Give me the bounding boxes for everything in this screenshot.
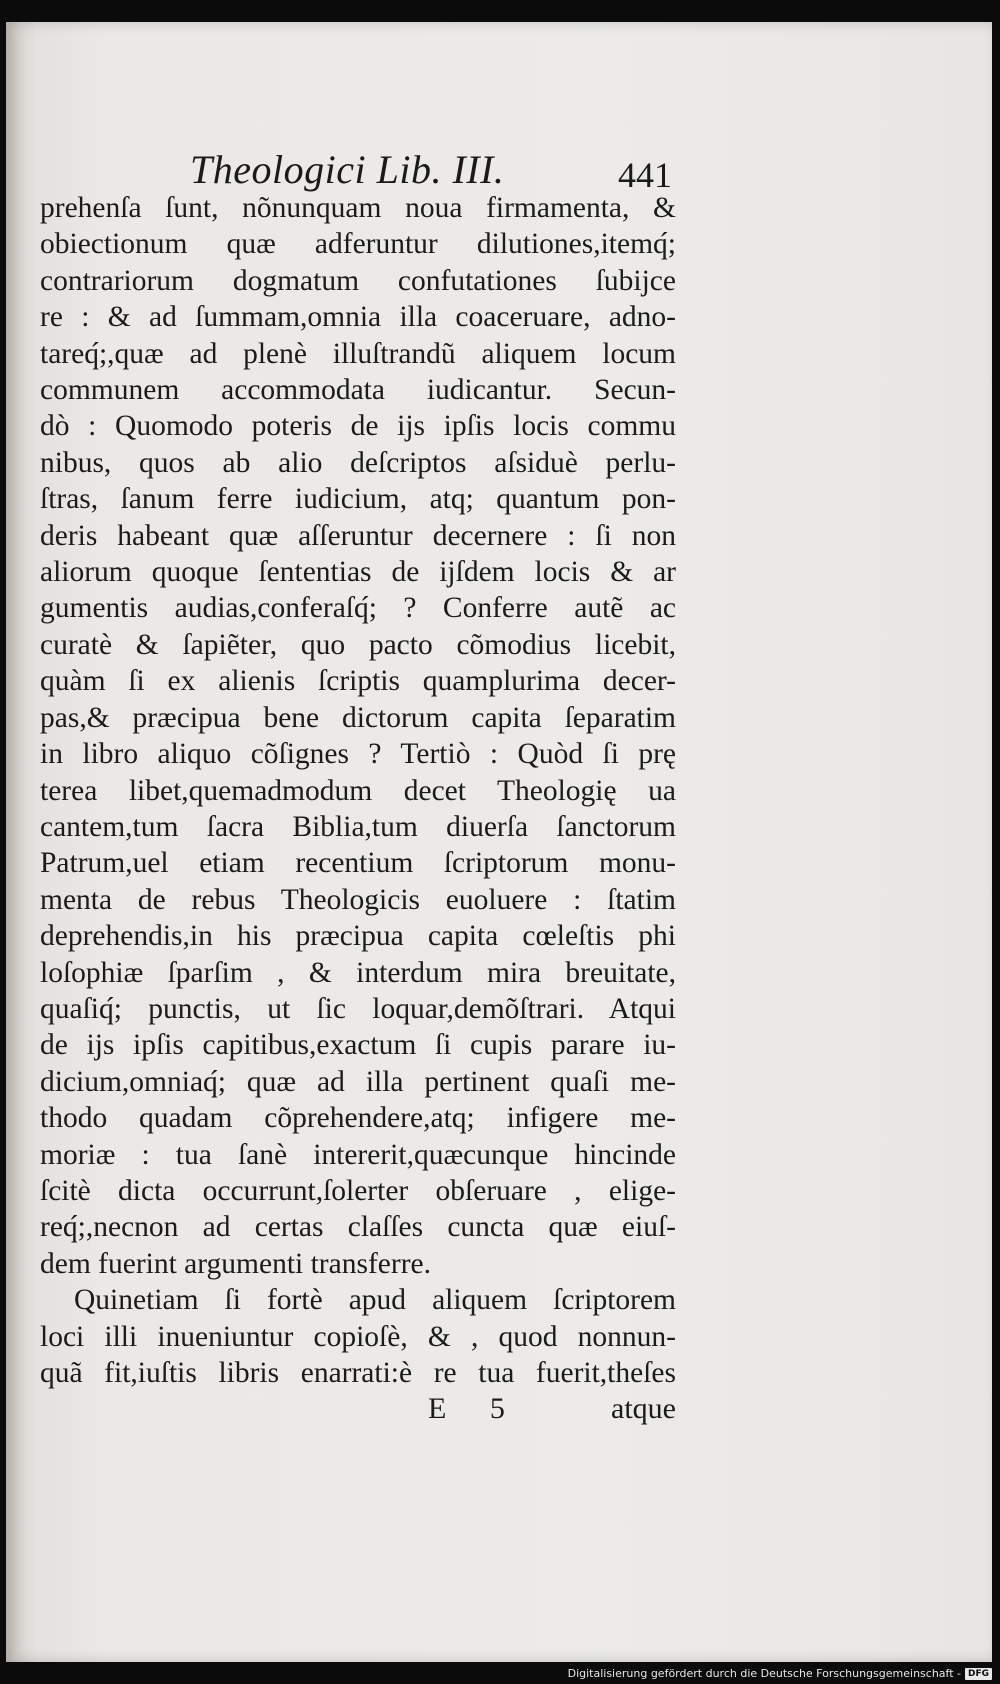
text-line: dò : Quomodo poteris de ijs ipſis locis commu	[40, 410, 676, 443]
text-line: Quinetiam ſi fortè apud aliquem ſcriptorem	[74, 1284, 676, 1317]
footer-credit: Digitalisierung gefördert durch die Deutsche Forschungsgemeinschaft -	[567, 1667, 961, 1680]
text-line: deris habeant quæ aſſeruntur decernere : ſi non	[40, 519, 676, 552]
text-line: dicium,omniaq́; quæ ad illa pertinent quaſi me-	[40, 1065, 676, 1098]
dfg-logo: DFG	[965, 1668, 992, 1680]
text-line: pas,& præcipua bene dictorum capita ſeparatim	[40, 701, 676, 734]
text-line: obiectionum quæ adferuntur dilutiones,itemq́;	[40, 228, 676, 261]
body-text	[40, 190, 676, 1391]
text-line: re : & ad ſummam,omnia illa coaceruare, adno-	[40, 301, 676, 334]
digitization-footer	[568, 1667, 992, 1680]
text-line: contrariorum dogmatum confutationes ſubijce	[40, 264, 676, 297]
text-line: req́;,necnon ad certas claſſes cuncta quæ eiuſ-	[40, 1211, 676, 1244]
text-line: quàm ſi ex alienis ſcriptis quamplurima decer-	[40, 665, 676, 698]
text-line: nibus, quos ab alio deſcriptos aſsiduè perlu-	[40, 446, 676, 479]
running-head-title: Theologici Lib. III.	[190, 147, 505, 192]
text-line: quaſiq́; punctis, ut ſic loquar,demõſtrari. Atqui	[40, 992, 676, 1025]
text-line: in libro aliquo cõſignes ? Tertiò : Quòd ſi prę	[40, 738, 676, 771]
text-line: aliorum quoque ſententias de ijſdem locis & ar	[40, 556, 676, 589]
text-line: de ijs ipſis capitibus,exactum ſi cupis parare iu-	[40, 1029, 676, 1062]
text-line: moriæ : tua ſanè intererit,quæcunque hincinde	[40, 1138, 676, 1171]
text-line: ſtras, ſanum ferre iudicium, atq; quantum pon-	[40, 483, 676, 516]
text-line: prehenſa ſunt, nõnunquam noua firmamenta, &	[40, 192, 676, 224]
text-line: Patrum,uel etiam recentium ſcriptorum monu-	[40, 847, 676, 880]
signature-line	[40, 1392, 676, 1432]
text-line: thodo quadam cõprehendere,atq; infigere me-	[40, 1102, 676, 1135]
text-line: menta de rebus Theologicis euoluere : ſtatim	[40, 883, 676, 916]
page-number: 441	[618, 155, 672, 195]
text-line: loſophiæ ſparſim , & interdum mira breuitate,	[40, 956, 676, 989]
signature-mark: E 5	[428, 1392, 523, 1425]
text-line: quã fit,iuſtis libris enarrati:è re tua fuerit,theſes	[40, 1357, 676, 1389]
text-line: loci illi inueniuntur copioſè, & , quod nonnun-	[40, 1320, 676, 1353]
text-line: dem fuerint argumenti transferre.	[40, 1247, 431, 1280]
text-line: curatè & ſapiẽter, quo pacto cõmodius licebit,	[40, 628, 676, 661]
text-line: ſcitè dicta occurrunt,ſolerter obſeruare , elige-	[40, 1174, 676, 1207]
text-line: cantem,tum ſacra Biblia,tum diuerſa ſanctorum	[40, 810, 676, 843]
text-line: terea libet,quemadmodum decet Theologię ua	[40, 774, 676, 807]
text-line: deprehendis,in his præcipua capita cœleſtis phi	[40, 920, 676, 953]
book-page	[6, 22, 992, 1662]
text-line: communem accommodata iudicantur. Secun-	[40, 374, 676, 407]
text-line: tareq́;,quæ ad plenè illuſtrandũ aliquem locum	[40, 337, 676, 370]
running-head	[40, 146, 672, 195]
text-line: gumentis audias,conferaſq́; ? Conferre autẽ ac	[40, 592, 676, 625]
catchword: atque	[611, 1392, 676, 1425]
